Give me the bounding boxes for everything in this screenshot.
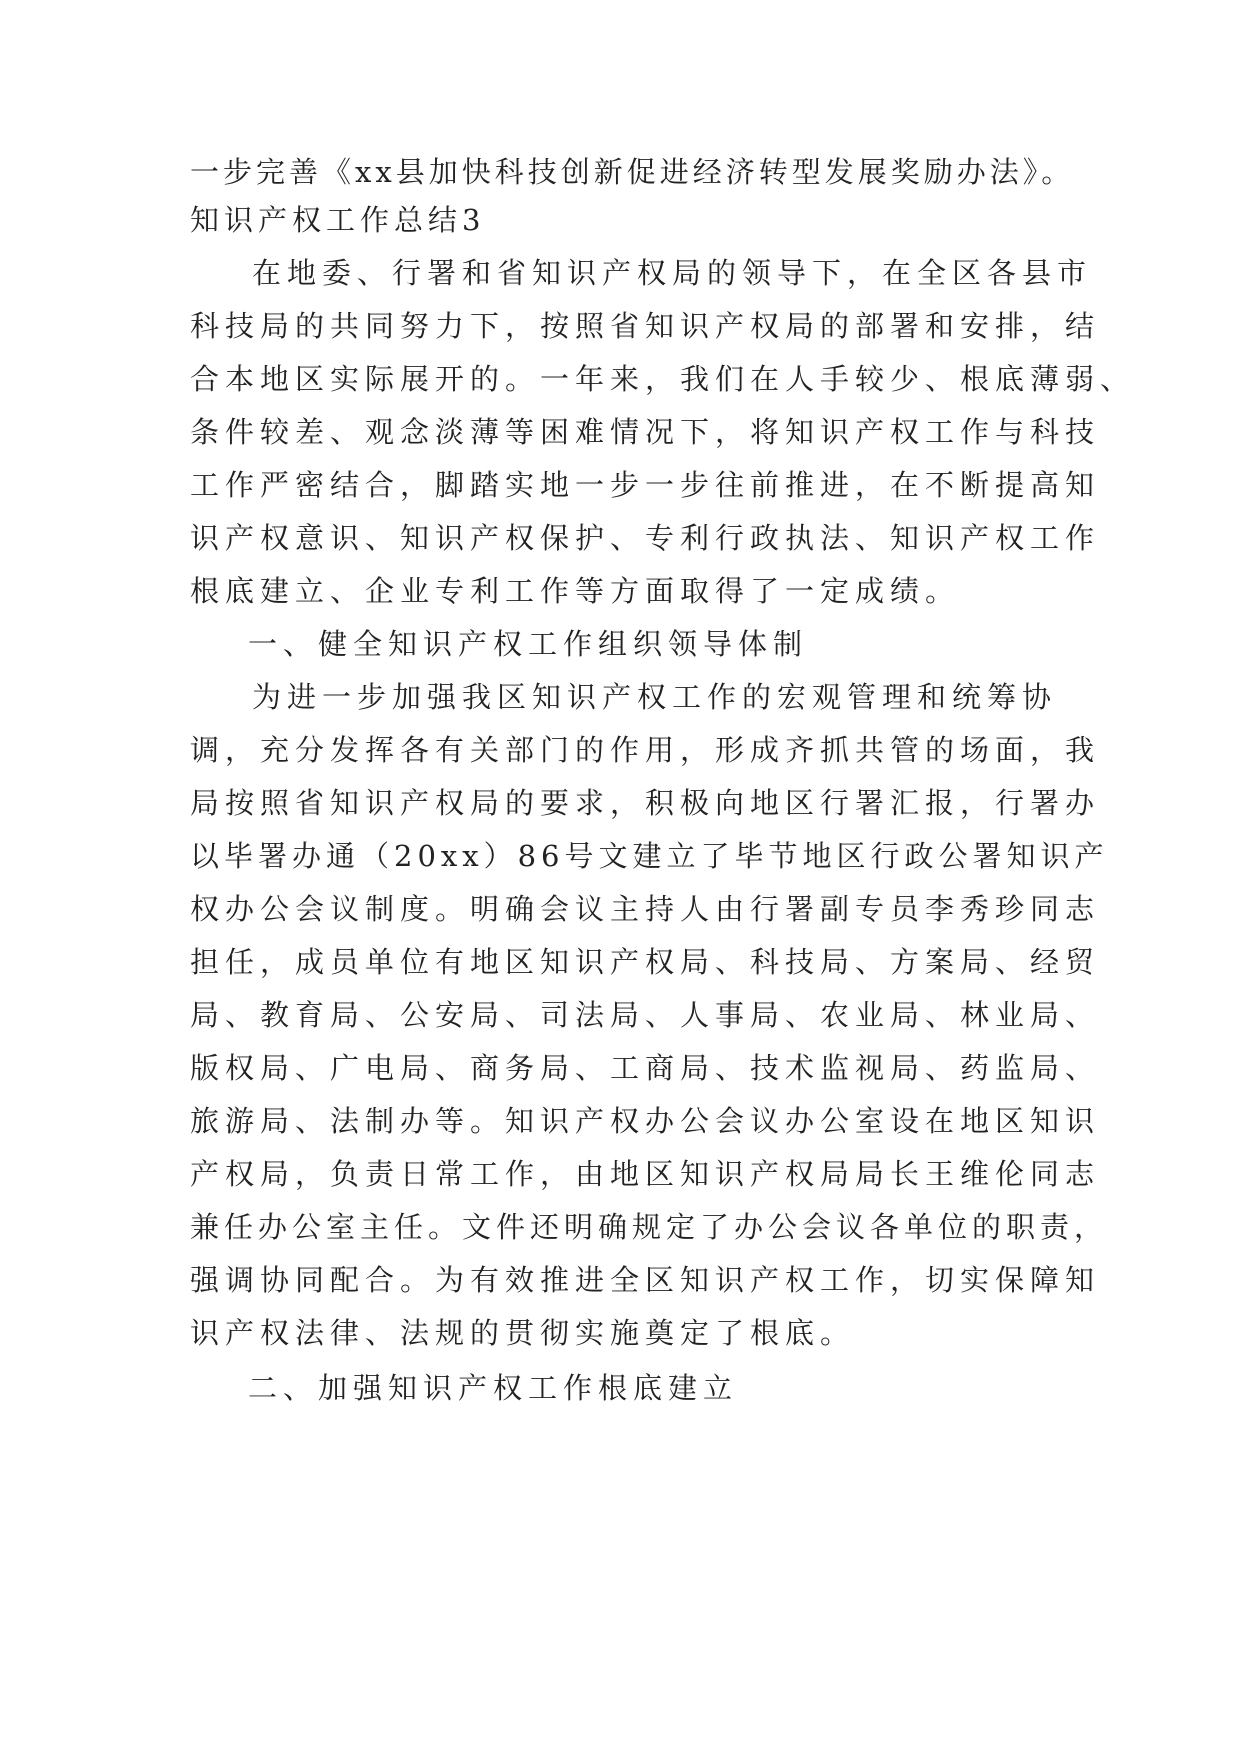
body-text-line: 识产权法律、法规的贯彻实施奠定了根底。 [190,1316,856,1350]
body-text-line: 兼任办公室主任。文件还明确规定了办公会议各单位的职责， [190,1210,1109,1244]
body-text-line: 调，充分发挥各有关部门的作用，形成齐抓共管的场面，我 [190,733,1101,767]
body-text-line: 一步完善《xx县加快科技创新促进经济转型发展奖励办法》。 [190,155,1075,189]
body-text-line: 版权局、广电局、商务局、工商局、技术监视局、药监局、 [190,1051,1101,1085]
body-text-line: 强调协同配合。为有效推进全区知识产权工作，切实保障知 [190,1263,1101,1297]
body-text-line: 工作严密结合，脚踏实地一步一步往前推进，在不断提高知 [190,468,1101,502]
body-text-line: 担任，成员单位有地区知识产权局、科技局、方案局、经贸 [190,945,1101,979]
section-heading: 一、健全知识产权工作组织领导体制 [248,627,809,661]
body-text-line: 识产权意识、知识产权保护、专利行政执法、知识产权工作 [190,521,1101,555]
section-heading: 二、加强知识产权工作根底建立 [248,1371,739,1405]
body-text-line: 条件较差、观念淡薄等困难情况下，将知识产权工作与科技 [190,415,1101,449]
body-text-line: 局、教育局、公安局、司法局、人事局、农业局、林业局、 [190,998,1101,1032]
body-text-line: 旅游局、法制办等。知识产权办公会议办公室设在地区知识 [190,1104,1101,1138]
body-text-line: 合本地区实际展开的。一年来，我们在人手较少、根底薄弱、 [190,362,1136,396]
body-text-line: 科技局的共同努力下，按照省知识产权局的部署和安排，结 [190,309,1101,343]
section-title: 知识产权工作总结3 [190,203,486,237]
body-text-line: 为进一步加强我区知识产权工作的宏观管理和统筹协 [252,680,1058,714]
body-text-line: 在地委、行署和省知识产权局的领导下，在全区各县市 [252,256,1093,290]
body-text-line: 产权局，负责日常工作，由地区知识产权局局长王维伦同志 [190,1157,1101,1191]
body-text-line: 权办公会议制度。明确会议主持人由行署副专员李秀珍同志 [190,892,1101,926]
body-text-line: 以毕署办通（20xx）86号文建立了毕节地区行政公署知识产 [190,839,1109,873]
body-text-line: 根底建立、企业专利工作等方面取得了一定成绩。 [190,574,961,608]
body-text-line: 局按照省知识产权局的要求，积极向地区行署汇报，行署办 [190,786,1101,820]
